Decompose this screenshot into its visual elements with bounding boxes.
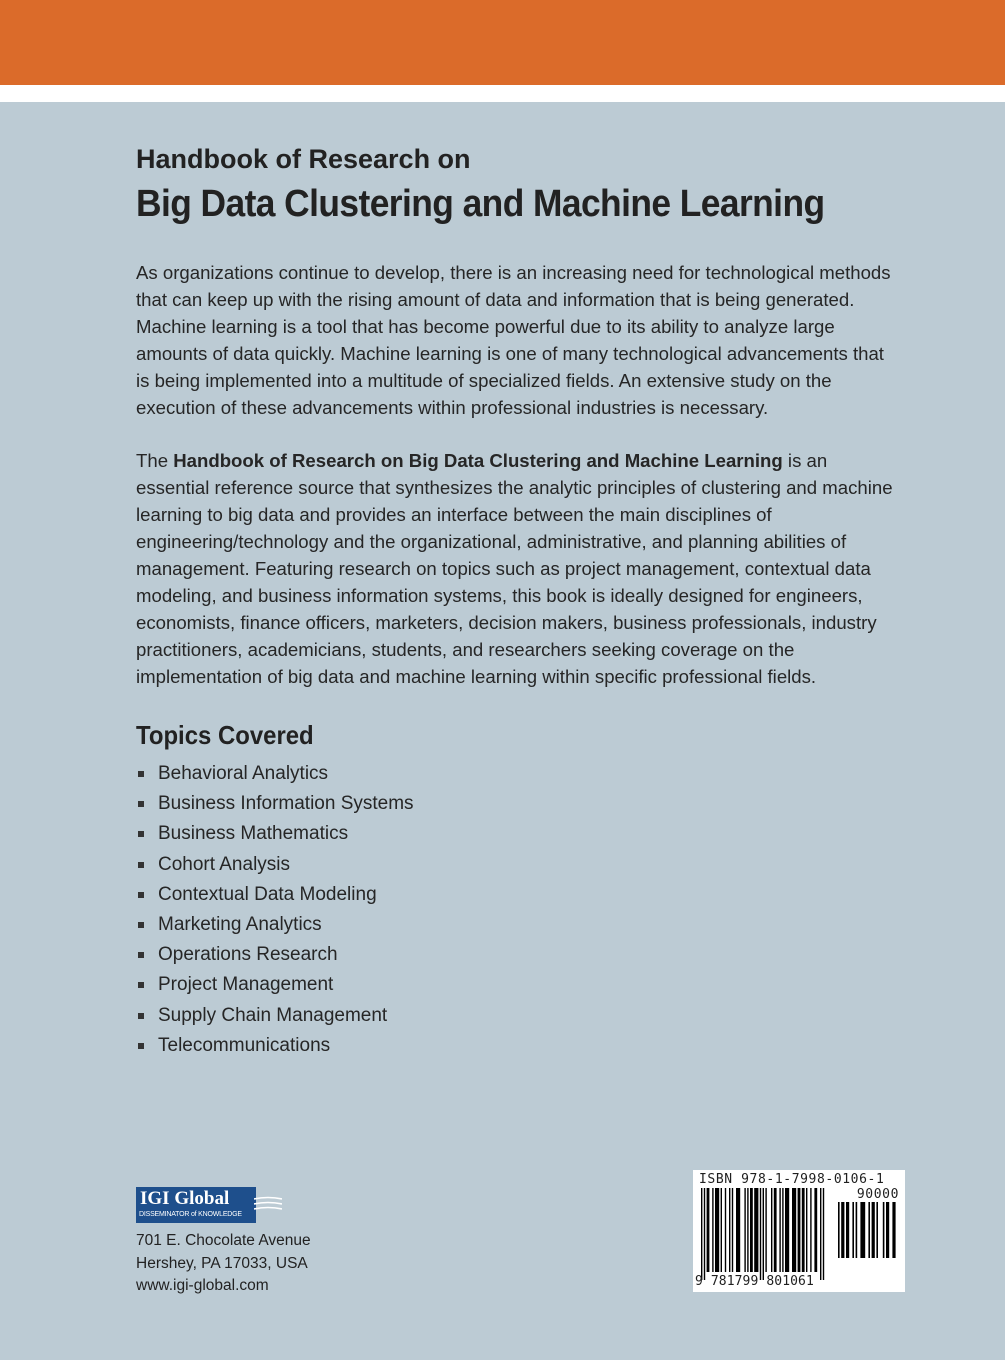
igi-global-logo <box>136 1187 284 1223</box>
bullet-icon <box>138 862 144 868</box>
barcode-bar <box>841 1202 844 1258</box>
barcode-bar <box>883 1202 885 1258</box>
barcode-bar <box>763 1188 764 1280</box>
topic-item <box>136 1001 896 1031</box>
bullet-icon <box>138 801 144 807</box>
barcode-bar <box>704 1188 705 1280</box>
barcode-bar <box>765 1188 766 1272</box>
bullet-icon <box>138 831 144 837</box>
topic-label: Project Management <box>158 974 334 996</box>
topics-list <box>136 759 896 1061</box>
topic-label: Telecommunications <box>158 1034 331 1056</box>
isbn-barcode <box>693 1170 905 1292</box>
barcode-bar <box>856 1202 858 1258</box>
barcode-bar <box>774 1188 777 1272</box>
barcode-bar <box>712 1188 713 1272</box>
barcode-bar <box>744 1188 745 1272</box>
bullet-icon <box>138 1013 144 1019</box>
barcode-bar <box>846 1202 849 1258</box>
back-cover-content <box>136 140 896 1061</box>
barcode-bars <box>701 1188 835 1284</box>
barcode-bar <box>886 1202 889 1258</box>
price-code: 90000 <box>856 1187 899 1202</box>
topic-item <box>136 910 896 940</box>
barcode-bar <box>707 1188 710 1272</box>
addon-barcode-bars <box>838 1202 898 1272</box>
topic-label: Business Information Systems <box>158 793 414 815</box>
barcode-bar <box>750 1188 753 1272</box>
paragraph-2-book-title: Handbook of Research on Big Data Clustering and Machine Learning <box>173 450 783 471</box>
address-city: Hershey, PA 17033, USA <box>136 1254 308 1272</box>
logo-tagline: DISSEMINATOR of KNOWLEDGE <box>139 1211 242 1218</box>
topic-item <box>136 880 896 910</box>
top-color-band <box>0 0 1005 85</box>
topic-item <box>136 850 896 880</box>
topic-item <box>136 789 896 819</box>
paragraph-2-body: is an essential reference source that synthesizes the analytic principles of clustering and machine learning to big data and provides an interface between the main disciplines of engineering/technology and the organizational, administrative, and planning abilities of management. Featuring research on topics such as project management, contextual data modeling, and business information systems, this book is ideally designed for engineers, economists, finance officers, marketers, decision makers, business professionals, industry practitioners, academicians, students, and researchers seeking coverage on the implementation of big data and machine learning within specific professional fields. <box>136 450 893 687</box>
topic-item <box>136 940 896 970</box>
topic-label: Cohort Analysis <box>158 853 291 875</box>
book-title: Big Data Clustering and Machine Learning <box>136 183 825 225</box>
topic-label: Operations Research <box>158 944 338 966</box>
topic-label: Supply Chain Management <box>158 1004 388 1026</box>
address-street: 701 E. Chocolate Avenue <box>136 1232 311 1249</box>
bullet-icon <box>138 922 144 928</box>
barcode-bar <box>701 1188 702 1280</box>
series-title: Handbook of Research on <box>136 144 471 174</box>
publisher-website: www.igi-global.com <box>136 1277 269 1294</box>
ean-digits: 9 781799 801061 <box>695 1274 814 1289</box>
barcode-bar <box>779 1188 780 1272</box>
paragraph-2-lead: The <box>136 450 174 471</box>
barcode-bar <box>760 1188 761 1280</box>
bullet-icon <box>138 982 144 988</box>
isbn-number: ISBN 978-1-7998-0106-1 <box>699 1172 885 1187</box>
barcode-bar <box>814 1188 817 1272</box>
barcode-bar <box>732 1188 733 1272</box>
topic-label: Marketing Analytics <box>158 914 322 936</box>
barcode-bar <box>725 1188 726 1272</box>
barcode-bar <box>771 1188 772 1272</box>
barcode-bar <box>736 1188 740 1272</box>
topic-item <box>136 1031 896 1061</box>
logo-swoosh-icon <box>254 1195 282 1213</box>
barcode-bar <box>754 1188 758 1272</box>
publisher-address <box>136 1230 311 1298</box>
topics-heading: Topics Covered <box>136 720 314 750</box>
description-paragraph-2 <box>136 447 896 690</box>
topic-item <box>136 759 896 789</box>
barcode-bar <box>785 1188 789 1272</box>
barcode-bar <box>810 1188 811 1272</box>
barcode-bar <box>782 1188 783 1272</box>
bullet-icon <box>138 1043 144 1049</box>
barcode-bar <box>798 1188 801 1272</box>
barcode-bar <box>802 1188 805 1272</box>
description-paragraph-1: As organizations continue to develop, there is an increasing need for technological methods that can keep up with the rising amount of data and information that is being generated. Machine learning is a tool that has become powerful due to its ability to analyze large amounts of data quickly. Machine learning is one of many technological advancements that is being implemented into a multitude of specialized fields. An extensive study on the execution of these advancements within professional industries is necessary. <box>136 262 891 418</box>
barcode-bar <box>838 1202 840 1258</box>
topic-item <box>136 970 896 1000</box>
barcode-bar <box>729 1188 730 1272</box>
barcode-bar <box>860 1202 865 1258</box>
bullet-icon <box>138 771 144 777</box>
publisher-block <box>136 1187 311 1298</box>
barcode-bar <box>792 1188 796 1272</box>
barcode-bar <box>876 1202 878 1258</box>
topic-label: Business Mathematics <box>158 823 349 845</box>
barcode-bar <box>868 1202 870 1258</box>
barcode-bar <box>823 1188 824 1280</box>
logo-name: IGI Global <box>140 1188 230 1209</box>
bullet-icon <box>138 892 144 898</box>
barcode-bar <box>747 1188 748 1272</box>
logo-box <box>136 1187 256 1223</box>
barcode-bar <box>892 1202 895 1258</box>
barcode-bar <box>715 1188 719 1272</box>
topic-item <box>136 819 896 849</box>
top-white-strip <box>0 85 1005 102</box>
barcode-bar <box>852 1202 854 1258</box>
bullet-icon <box>138 952 144 958</box>
topic-label: Behavioral Analytics <box>158 763 329 784</box>
barcode-bar <box>806 1188 807 1272</box>
barcode-bar <box>872 1202 875 1258</box>
topic-label: Contextual Data Modeling <box>158 883 377 905</box>
barcode-bar <box>820 1188 821 1280</box>
barcode-bar <box>721 1188 722 1272</box>
